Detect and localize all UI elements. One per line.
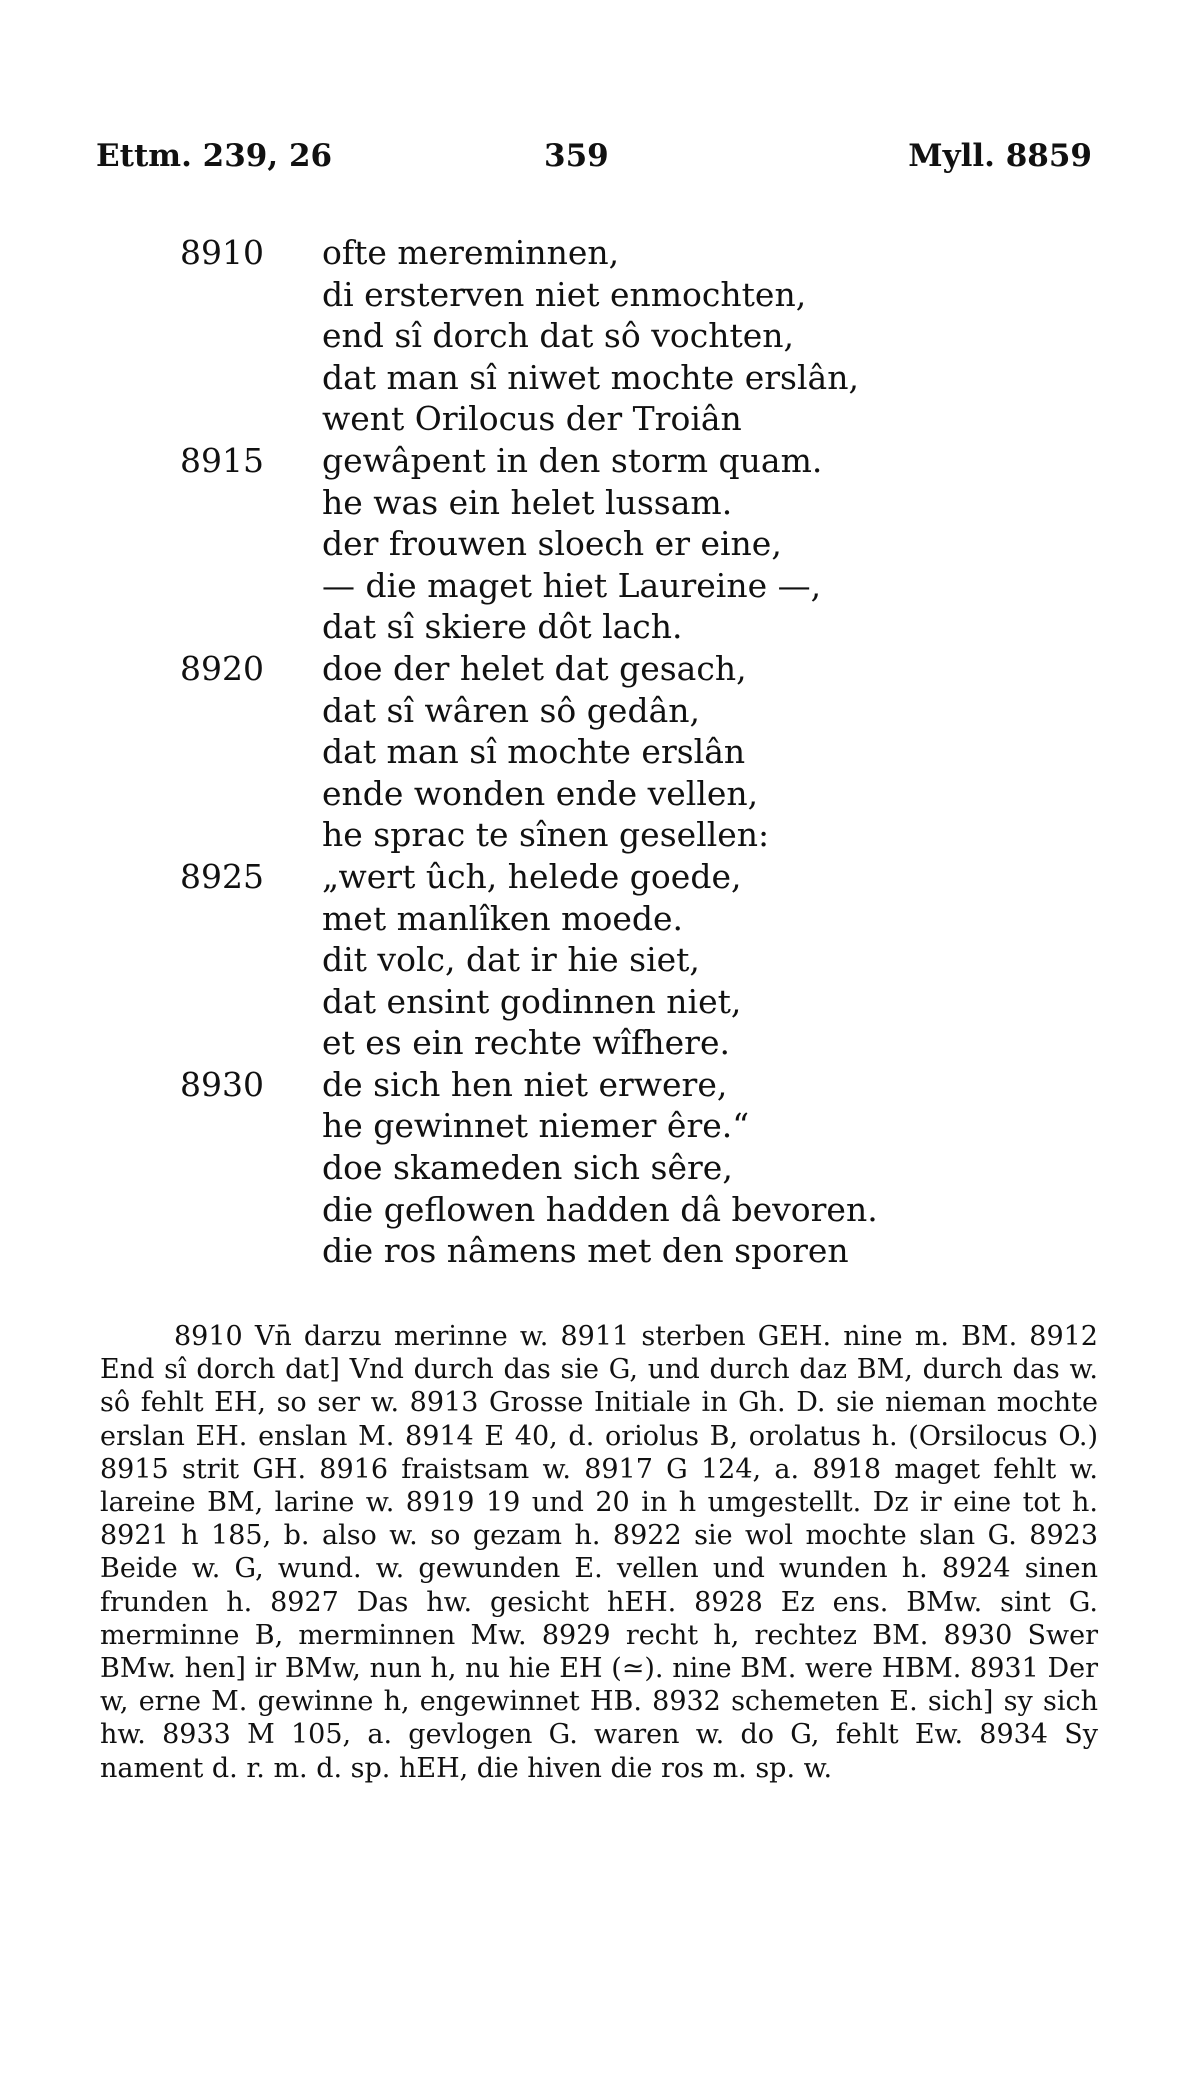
verse-line — [180, 565, 1020, 607]
verse-text: met manlîken moede. — [322, 898, 684, 938]
verse-line — [180, 856, 1020, 898]
verse-line — [180, 773, 1020, 815]
verse-text: dat sî wâren sô gedân, — [322, 690, 700, 730]
verse-number: 8925 — [180, 856, 264, 896]
verse-text: he gewinnet niemer êre.“ — [322, 1106, 750, 1146]
verse-line — [180, 274, 1020, 316]
verse-text: et es ein rechte wîfhere. — [322, 1023, 730, 1063]
verse-text: he sprac te sînen gesellen: — [322, 815, 770, 855]
verse-line — [180, 731, 1020, 773]
verse-text: de sich hen niet erwere, — [322, 1064, 728, 1104]
verse-line — [180, 482, 1020, 524]
verse-text: dat ensint godinnen niet, — [322, 981, 742, 1021]
apparatus-text: 8910 Vn̄ darzu merinne w. 8911 sterben GEH. nine m. BM. 8912 End sî dorch dat] Vnd durch das sie G, und durch daz BM, durch das w. sô fehlt EH, so ser w. 8913 Grosse Initiale in Gh. D. sie nieman mochte erslan EH. enslan M. 8914 E 40, d. oriolus B, orolatus h. (Orsilocus O.) 8915 strit GH. 8916 fraistsam w. 8917 G 124, a. 8918 maget fehlt w. lareine BM, larine w. 8919 19 und 20 in h umgestellt. Dz ir eine tot h. 8921 h 185, b. also w. so gezam h. 8922 sie wol mochte slan G. 8923 Beide w. G, wund. w. gewunden E. vellen und wunden h. 8924 sinen frunden h. 8927 Das hw. gesicht hEH. 8928 Ez ens. BMw. sint G. merminne B, merminnen Mw. 8929 recht h, rechtez BM. 8930 Swer BMw. hen] ir BMw, nun h, nu hie EH (≃). nine BM. were HBM. 8931 Der w, erne M. gewinne h, engewinnet HB. 8932 schemeten E. sich] sy sich hw. 8933 M 105, a. gevlogen G. waren w. do G, fehlt Ew. 8934 Sy nament d. r. m. d. sp. hEH, die hiven die ros m. sp. w. — [100, 1321, 1098, 1784]
verse-text: ofte mereminnen, — [322, 233, 620, 272]
verse-line — [180, 1230, 1020, 1272]
verse-text: — die maget hiet Laureine —, — [322, 565, 822, 605]
verse-number: 8920 — [180, 648, 264, 688]
verse-line — [180, 1105, 1020, 1147]
verse-text: dat man sî mochte erslân — [322, 732, 746, 772]
verse-line — [180, 315, 1020, 357]
verse-text: end sî dorch dat sô vochten, — [322, 316, 794, 356]
verse-text: he was ein helet lussam. — [322, 482, 733, 522]
verse-text: gewâpent in den storm quam. — [322, 440, 823, 480]
verse-line — [180, 898, 1020, 940]
verse-text: der frouwen sloech er eine, — [322, 524, 782, 564]
verse-line — [180, 1189, 1020, 1231]
critical-apparatus — [100, 1320, 1098, 1785]
verse-number: 8910 — [180, 233, 264, 272]
verse-line — [180, 523, 1020, 565]
verse-line — [180, 1064, 1020, 1106]
running-header — [96, 138, 1092, 188]
page-number: 359 — [544, 138, 609, 174]
verse-line — [180, 814, 1020, 856]
verse-line — [180, 939, 1020, 981]
verse-text: doe skameden sich sêre, — [322, 1148, 733, 1188]
verse-line — [180, 398, 1020, 440]
verse-text: die geflowen hadden dâ bevoren. — [322, 1189, 878, 1229]
verse-text: di ersterven niet enmochten, — [322, 274, 807, 314]
verse-text: dit volc, dat ir hie siet, — [322, 940, 700, 980]
header-left-reference: Ettm. 239, 26 — [96, 138, 333, 174]
verse-line — [180, 357, 1020, 399]
verse-block — [180, 232, 1020, 1272]
verse-text: „wert ûch, helede goede, — [322, 856, 742, 896]
verse-line — [180, 690, 1020, 732]
verse-line — [180, 648, 1020, 690]
verse-line — [180, 440, 1020, 482]
verse-text: went Orilocus der Troiân — [322, 399, 742, 439]
verse-line — [180, 1022, 1020, 1064]
verse-text: dat sî skiere dôt lach. — [322, 607, 683, 647]
verse-line — [180, 981, 1020, 1023]
verse-text: dat man sî niwet mochte erslân, — [322, 357, 859, 397]
verse-line — [180, 1147, 1020, 1189]
verse-text: ende wonden ende vellen, — [322, 773, 759, 813]
verse-number: 8915 — [180, 440, 264, 480]
header-right-reference: Myll. 8859 — [908, 138, 1092, 174]
verse-number: 8930 — [180, 1064, 264, 1104]
verse-line — [180, 232, 1020, 274]
verse-text: die ros nâmens met den sporen — [322, 1231, 849, 1271]
verse-line — [180, 606, 1020, 648]
verse-text: doe der helet dat gesach, — [322, 648, 747, 688]
